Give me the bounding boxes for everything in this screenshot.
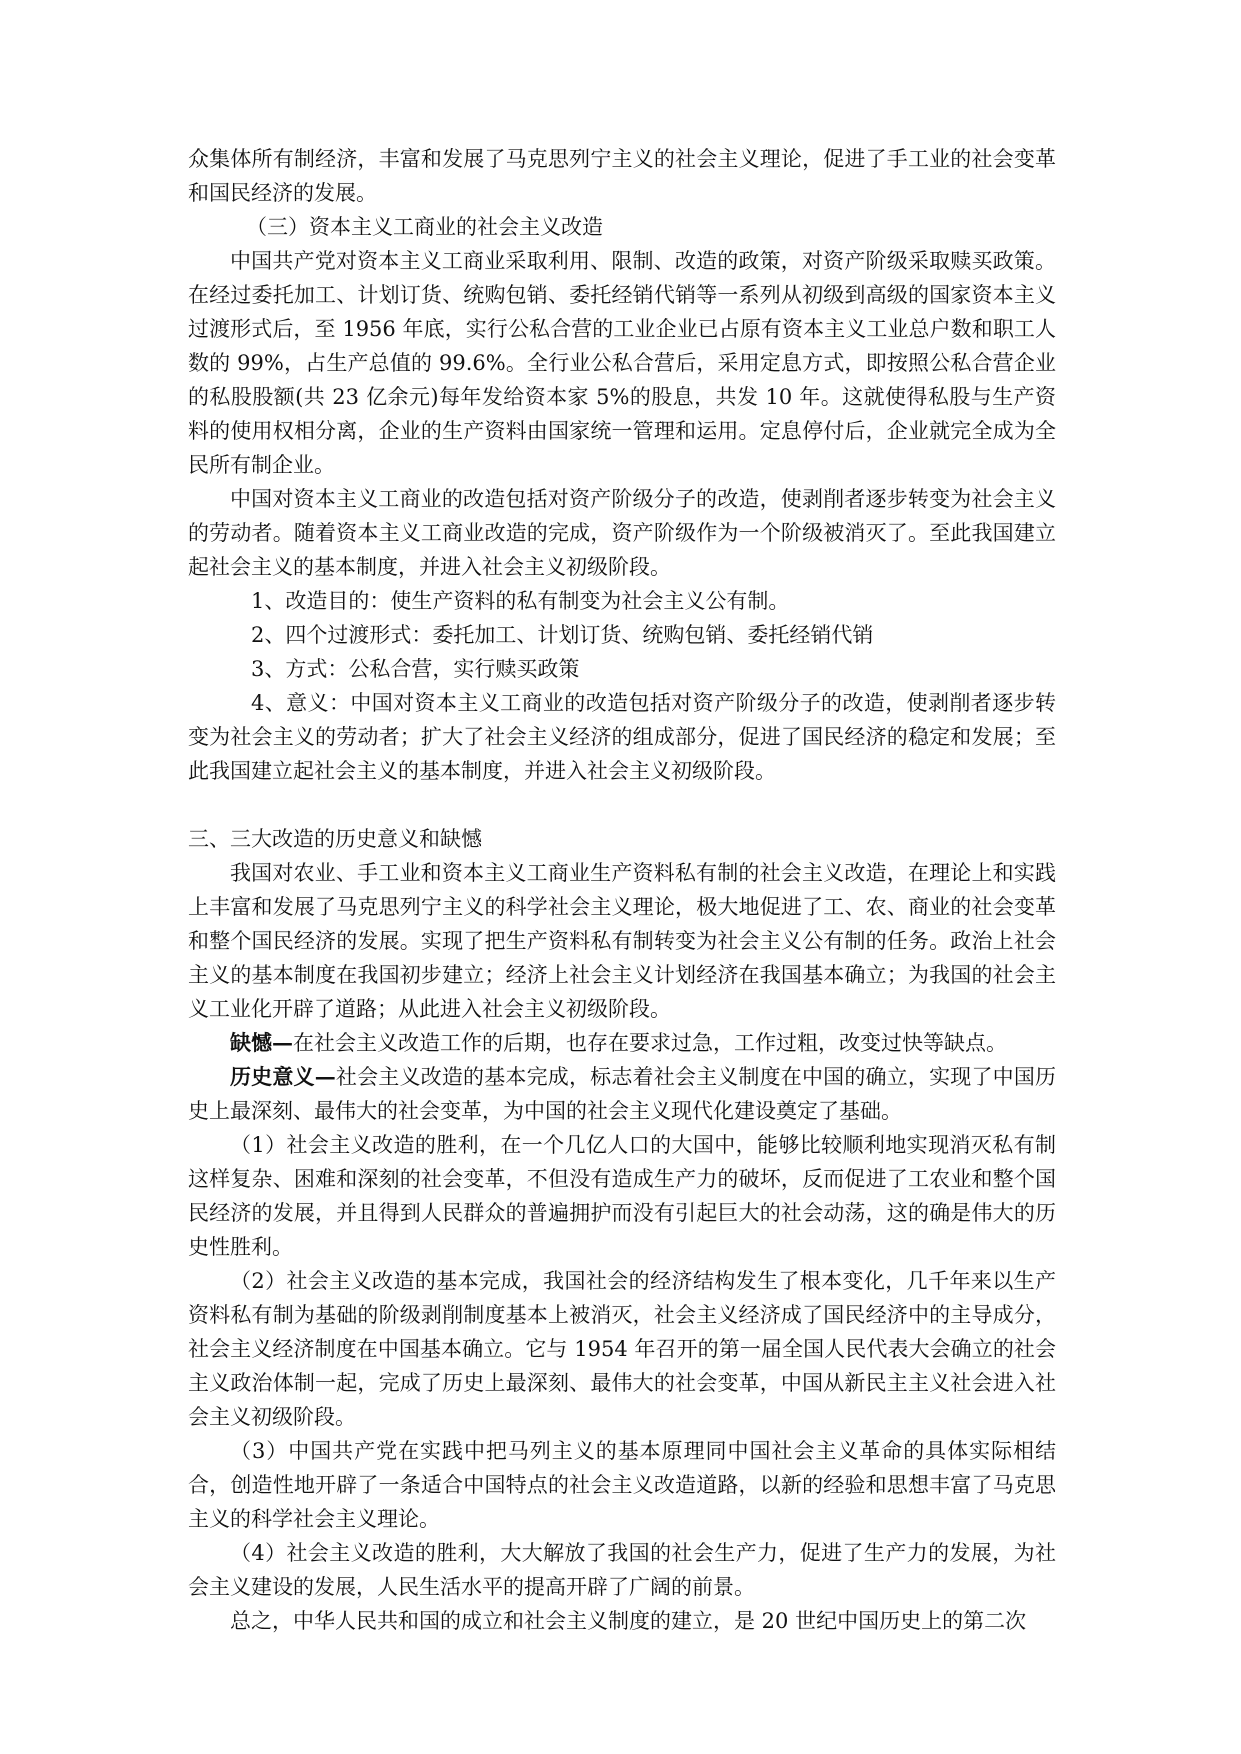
paragraph-continuation: 众集体所有制经济，丰富和发展了马克思列宁主义的社会主义理论，促进了手工业的社会变革和国民经济的发展。: [188, 147, 1056, 205]
blank-line: [188, 788, 1056, 822]
paragraph-policy: 中国共产党对资本主义工商业采取利用、限制、改造的政策，对资产阶级采取赎买政策。在经过委托加工、计划订货、统购包销、委托经销代销等一系列从初级到高级的国家资本主义过渡形式后，至 1956 年底，实行公私合营的工业企业已占原有资本主义工业总户数和职工人数的 99%，占生产总值的 99.6%。全行业公私合营后，采用定息方式，即按照公私合营企业的私股股额(共 23 亿余元)每年发给资本家 5%的股息，共发 10 年。这就使得私股与生产资料的使用权相分离，企业的生产资料由国家统一管理和运用。定息停付后，企业就完全成为全民所有制企业。: [188, 249, 1056, 477]
point-4: （4）社会主义改造的胜利，大大解放了我国的社会生产力，促进了生产力的发展，为社会主义建设的发展，人民生活水平的提高开辟了广阔的前景。: [188, 1541, 1056, 1599]
section-heading: 三、三大改造的历史意义和缺憾: [188, 827, 482, 851]
list-item-significance: 4、意义：中国对资本主义工商业的改造包括对资产阶级分子的改造，使剥削者逐步转变为社会主义的劳动者；扩大了社会主义经济的组成部分，促进了国民经济的稳定和发展；至此我国建立起社会主义的基本制度，并进入社会主义初级阶段。: [188, 691, 1056, 783]
point-2: （2）社会主义改造的基本完成，我国社会的经济结构发生了根本变化，几千年来以生产资料私有制为基础的阶级剥削制度基本上被消灭，社会主义经济成了国民经济中的主导成分，社会主义经济制度在中国基本确立。它与 1954 年召开的第一届全国人民代表大会确立的社会主义政治体制一起，完成了历史上最深刻、最伟大的社会变革，中国从新民主主义社会进入社会主义初级阶段。: [188, 1269, 1056, 1429]
paragraph-significance: 我国对农业、手工业和资本主义工商业生产资料私有制的社会主义改造，在理论上和实践上丰富和发展了马克思列宁主义的科学社会主义理论，极大地促进了工、农、商业的社会变革和整个国民经济的发展。实现了把生产资料私有制转变为社会主义公有制的任务。政治上社会主义的基本制度在我国初步建立；经济上社会主义计划经济在我国基本确立；为我国的社会主义工业化开辟了道路；从此进入社会主义初级阶段。: [188, 861, 1056, 1021]
document-page: [188, 142, 1056, 1638]
paragraph-conclusion: 总之，中华人民共和国的成立和社会主义制度的建立，是 20 世纪中国历史上的第二次: [230, 1609, 1027, 1633]
regret-label: 缺憾—: [230, 1030, 293, 1055]
subheading-capitalist-transformation: （三）资本主义工商业的社会主义改造: [246, 215, 603, 239]
point-1: （1）社会主义改造的胜利，在一个几亿人口的大国中，能够比较顺利地实现消灭私有制这样复杂、困难和深刻的社会变革，不但没有造成生产力的破坏，反而促进了工农业和整个国民经济的发展，并且得到人民群众的普遍拥护而没有引起巨大的社会动荡，这的确是伟大的历史性胜利。: [188, 1133, 1056, 1259]
list-item-method: 3、方式：公私合营，实行赎买政策: [251, 657, 580, 681]
paragraph-bourgeoisie: 中国对资本主义工商业的改造包括对资产阶级分子的改造，使剥削者逐步转变为社会主义的劳动者。随着资本主义工商业改造的完成，资产阶级作为一个阶级被消灭了。至此我国建立起社会主义的基本制度，并进入社会主义初级阶段。: [188, 487, 1056, 579]
regret-text: 在社会主义改造工作的后期，也存在要求过急，工作过粗，改变过快等缺点。: [293, 1031, 1007, 1055]
history-label: 历史意义—: [230, 1064, 336, 1089]
paragraph-regret: [188, 1026, 1056, 1060]
paragraph-history: [188, 1060, 1056, 1128]
list-item-purpose: 1、改造目的：使生产资料的私有制变为社会主义公有制。: [251, 589, 790, 613]
list-item-forms: 2、四个过渡形式：委托加工、计划订货、统购包销、委托经销代销: [251, 623, 874, 647]
history-text: 社会主义改造的基本完成，标志着社会主义制度在中国的确立，实现了中国历史上最深刻、最伟大的社会变革，为中国的社会主义现代化建设奠定了基础。: [188, 1065, 1057, 1123]
point-3: （3）中国共产党在实践中把马列主义的基本原理同中国社会主义革命的具体实际相结合，创造性地开辟了一条适合中国特点的社会主义改造道路，以新的经验和思想丰富了马克思主义的科学社会主义理论。: [188, 1439, 1056, 1531]
